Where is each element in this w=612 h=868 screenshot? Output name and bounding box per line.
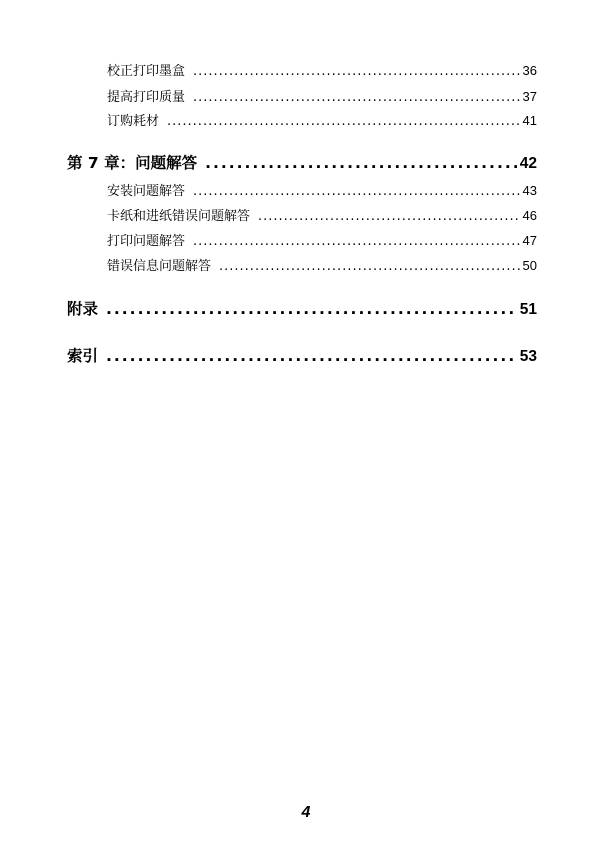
page-number: 4: [301, 804, 311, 821]
toc-entry-title: 附录: [67, 300, 99, 318]
toc-entry-title: 第 7 章：问题解答: [67, 154, 198, 172]
toc-entry-page: 46: [522, 208, 537, 223]
toc-entry-title: 错误信息问题解答: [107, 259, 212, 274]
dot-leader: [219, 259, 520, 274]
toc-entry-page: 51: [519, 301, 537, 318]
toc-entry-print-troubleshooting[interactable]: [107, 230, 537, 249]
dot-leader: [106, 347, 517, 365]
toc-entry-paper-jam-troubleshooting[interactable]: [107, 205, 537, 224]
toc-entry-page: 41: [522, 113, 537, 128]
dot-leader: [205, 154, 517, 172]
toc-entry-title: 安装问题解答: [107, 184, 186, 199]
toc-entry-page: 47: [522, 233, 537, 248]
toc-entry-appendix[interactable]: [67, 297, 537, 319]
toc-entry-page: 37: [522, 89, 537, 104]
dot-leader: [167, 114, 520, 129]
toc-entry-title: 校正打印墨盒: [107, 64, 186, 79]
toc-entry-title: 卡纸和进纸错误问题解答: [107, 209, 251, 224]
toc-entry-page: 36: [522, 63, 537, 78]
dot-leader: [258, 209, 520, 224]
dot-leader: [193, 64, 520, 79]
toc-entry-error-messages[interactable]: [107, 255, 537, 274]
toc-entry-page: 43: [522, 183, 537, 198]
toc-entry-title: 打印问题解答: [107, 234, 186, 249]
toc-entry-page: 53: [519, 348, 537, 365]
dot-leader: [193, 184, 520, 199]
toc-entry-page: 42: [519, 155, 537, 172]
toc-entry-title: 索引: [67, 347, 99, 365]
toc-entry-page: 50: [522, 258, 537, 273]
toc-entry-title: 订购耗材: [107, 114, 160, 129]
dot-leader: [193, 90, 520, 105]
toc-entry-index[interactable]: [67, 344, 537, 366]
toc-entry-order-supplies[interactable]: [107, 110, 537, 129]
dot-leader: [106, 300, 517, 318]
toc-entry-print-quality[interactable]: [107, 86, 537, 105]
dot-leader: [193, 234, 520, 249]
toc-entry-align-cartridges[interactable]: [107, 60, 537, 79]
toc-entry-install-troubleshooting[interactable]: [107, 180, 537, 199]
toc-entry-title: 提高打印质量: [107, 90, 186, 105]
toc-entry-chapter-7[interactable]: [67, 151, 537, 173]
